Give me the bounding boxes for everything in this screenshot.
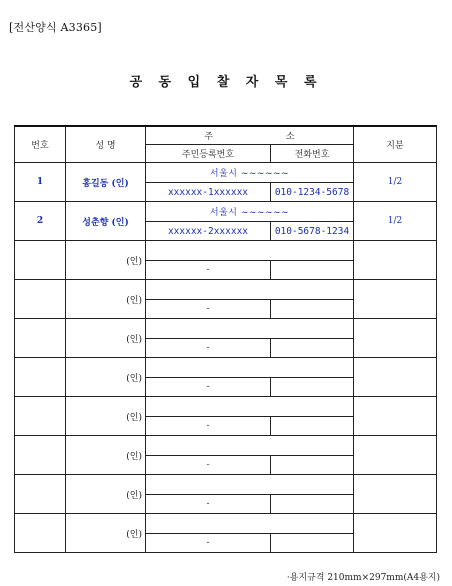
paper-size-note: ·용지규격 210mm×297mm(A4용지)	[286, 573, 440, 583]
bidder-name: 성춘향 (인)	[66, 202, 146, 241]
seal-mark: (인)	[66, 241, 146, 280]
row-number-cell	[15, 241, 66, 280]
table-row	[15, 475, 437, 495]
resident-number-cell: -	[146, 534, 271, 553]
row-number-cell	[15, 319, 66, 358]
address-cell	[146, 475, 354, 495]
seal-mark: (인)	[66, 436, 146, 475]
table-row	[15, 280, 437, 300]
seal-mark: (인)	[66, 514, 146, 553]
form-code: [전산양식 A3365]	[9, 21, 102, 34]
row-number-cell	[15, 280, 66, 319]
share-cell	[354, 319, 437, 358]
seal-mark: (인)	[66, 397, 146, 436]
bidder-phone: 010-5678-1234	[271, 222, 354, 241]
address-cell	[146, 436, 354, 456]
bidder-address: 서울시 ~~~~~~	[146, 163, 354, 183]
header-number: 번호	[15, 126, 66, 163]
table-row	[15, 319, 437, 339]
document-title: 공 동 입 찰 자 목 록	[129, 75, 323, 90]
row-number-cell	[15, 358, 66, 397]
address-cell	[146, 280, 354, 300]
seal-mark: (인)	[66, 475, 146, 514]
phone-cell	[271, 495, 354, 514]
table-row	[15, 397, 437, 417]
row-number: 1	[15, 163, 66, 202]
resident-number-cell: -	[146, 378, 271, 397]
phone-cell	[271, 534, 354, 553]
address-cell	[146, 514, 354, 534]
row-number-cell	[15, 436, 66, 475]
phone-cell	[271, 456, 354, 475]
phone-cell	[271, 261, 354, 280]
row-number-cell	[15, 397, 66, 436]
header-phone: 전화번호	[271, 145, 354, 163]
table-row	[15, 202, 437, 222]
share-cell	[354, 358, 437, 397]
share-cell	[354, 514, 437, 553]
seal-mark: (인)	[66, 319, 146, 358]
row-number-cell	[15, 475, 66, 514]
share-cell	[354, 397, 437, 436]
share-cell	[354, 280, 437, 319]
share-cell	[354, 436, 437, 475]
bidder-share: 1/2	[354, 163, 437, 202]
address-cell	[146, 397, 354, 417]
table-row	[15, 514, 437, 534]
resident-number-cell: -	[146, 456, 271, 475]
share-cell	[354, 475, 437, 514]
resident-number-cell: -	[146, 417, 271, 436]
seal-mark: (인)	[66, 358, 146, 397]
header-address: 주 소	[146, 126, 354, 145]
row-number-cell	[15, 514, 66, 553]
bidder-resident-number: xxxxxx-2xxxxxx	[146, 222, 271, 241]
resident-number-cell: -	[146, 261, 271, 280]
bidder-phone: 010-1234-5678	[271, 183, 354, 202]
bidder-address: 서울시 ~~~~~~	[146, 202, 354, 222]
phone-cell	[271, 300, 354, 319]
table-row	[15, 436, 437, 456]
bidder-name: 홍길동 (인)	[66, 163, 146, 202]
bidder-resident-number: xxxxxx-1xxxxxx	[146, 183, 271, 202]
address-cell	[146, 241, 354, 261]
seal-mark: (인)	[66, 280, 146, 319]
resident-number-cell: -	[146, 300, 271, 319]
table-row	[15, 358, 437, 378]
header-name: 성 명	[66, 126, 146, 163]
address-cell	[146, 358, 354, 378]
address-cell	[146, 319, 354, 339]
bidder-share: 1/2	[354, 202, 437, 241]
table-row	[15, 163, 437, 183]
resident-number-cell: -	[146, 495, 271, 514]
share-cell	[354, 241, 437, 280]
phone-cell	[271, 378, 354, 397]
header-resident-number: 주민등록번호	[146, 145, 271, 163]
row-number: 2	[15, 202, 66, 241]
phone-cell	[271, 417, 354, 436]
resident-number-cell: -	[146, 339, 271, 358]
phone-cell	[271, 339, 354, 358]
table-row	[15, 241, 437, 261]
bidder-table	[14, 125, 437, 553]
header-share: 지분	[354, 126, 437, 163]
